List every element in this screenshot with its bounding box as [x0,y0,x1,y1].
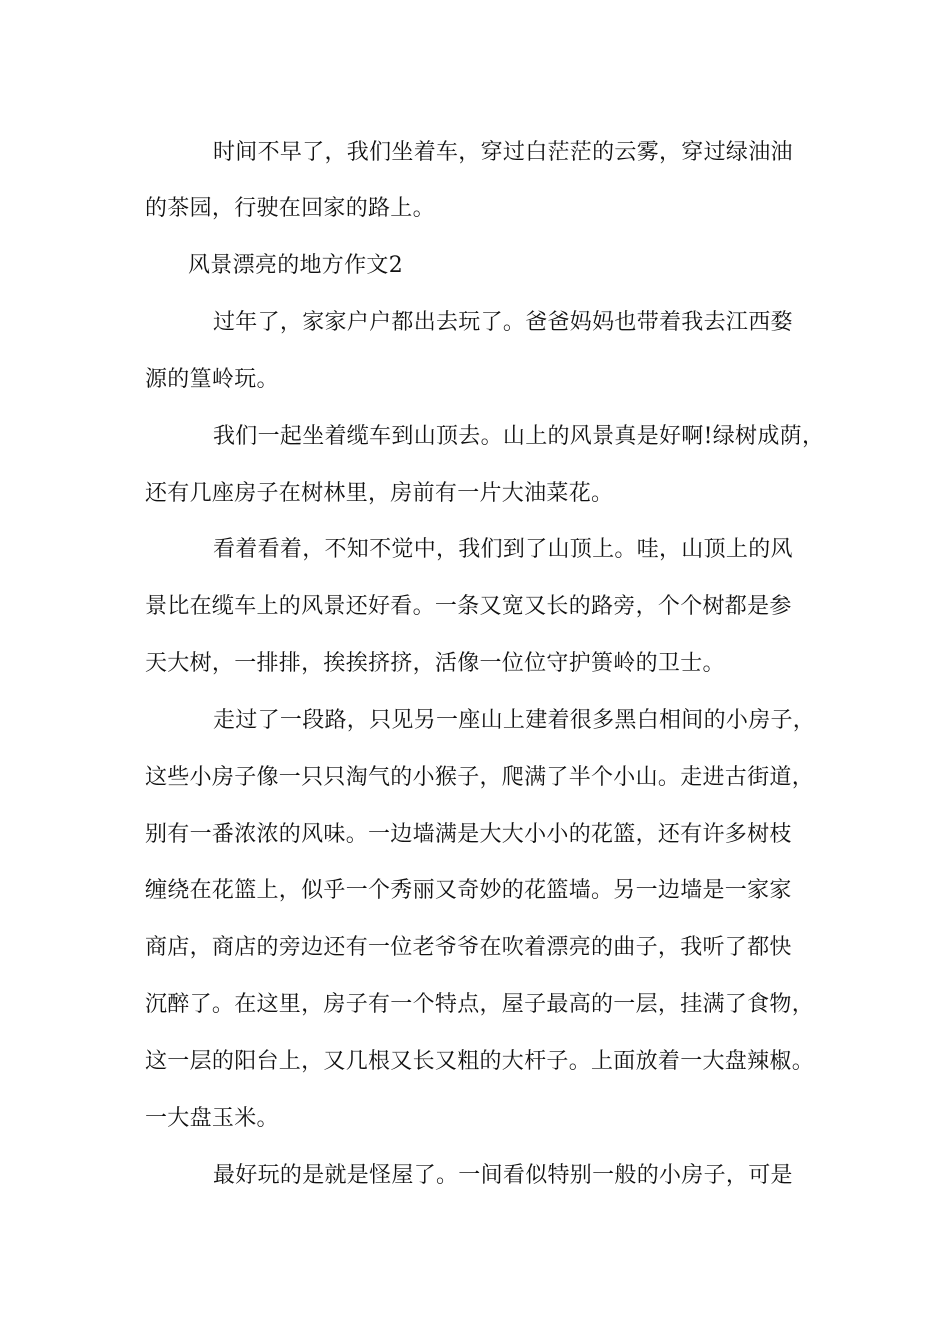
paragraph-5-line-7: 这一层的阳台上，又几根又长又粗的大杆子。上面放着一大盘辣椒。 [145,1049,815,1074]
paragraph-5-line-2: 这些小房子像一只只淘气的小猴子，爬满了半个小山。走进古街道， [145,765,815,790]
paragraph-5-line-6: 沉醉了。在这里，房子有一个特点，屋子最高的一层，挂满了食物， [145,992,815,1017]
paragraph-4-line-1: 看着看着，不知不觉中，我们到了山顶上。哇，山顶上的风 [213,537,793,562]
paragraph-3-line-2: 还有几座房子在树林里，房前有一片大油菜花。 [145,481,614,506]
paragraph-3-line-1: 我们一起坐着缆车到山顶去。山上的风景真是好啊!绿树成荫， [213,424,825,449]
paragraph-6-line-1: 最好玩的是就是怪屋了。一间看似特别一般的小房子，可是 [213,1163,793,1188]
paragraph-5-line-8: 一大盘玉米。 [145,1106,279,1131]
paragraph-2-line-2: 源的篁岭玩。 [145,367,279,392]
paragraph-4-line-2: 景比在缆车上的风景还好看。一条又宽又长的路旁，个个树都是参 [145,594,792,619]
paragraph-5-line-3: 别有一番浓浓的风味。一边墙满是大大小小的花篮，还有许多树枝 [145,822,792,847]
paragraph-5-line-4: 缠绕在花篮上，似乎一个秀丽又奇妙的花篮墙。另一边墙是一家家 [145,878,792,903]
paragraph-5-line-1: 走过了一段路，只见另一座山上建着很多黑白相间的小房子， [213,708,816,733]
paragraph-4-line-3: 天大树，一排排，挨挨挤挤，活像一位位守护篑岭的卫士。 [145,651,725,676]
paragraph-2-line-1: 过年了，家家户户都出去玩了。爸爸妈妈也带着我去江西婺 [213,310,793,335]
paragraph-5-line-5: 商店，商店的旁边还有一位老爷爷在吹着漂亮的曲子，我听了都快 [145,935,792,960]
paragraph-1-line-2: 的茶园，行驶在回家的路上。 [145,196,435,221]
section-heading: 风景漂亮的地方作文2 [188,253,403,278]
paragraph-1-line-1: 时间不早了，我们坐着车，穿过白茫茫的云雾，穿过绿油油 [213,140,793,165]
